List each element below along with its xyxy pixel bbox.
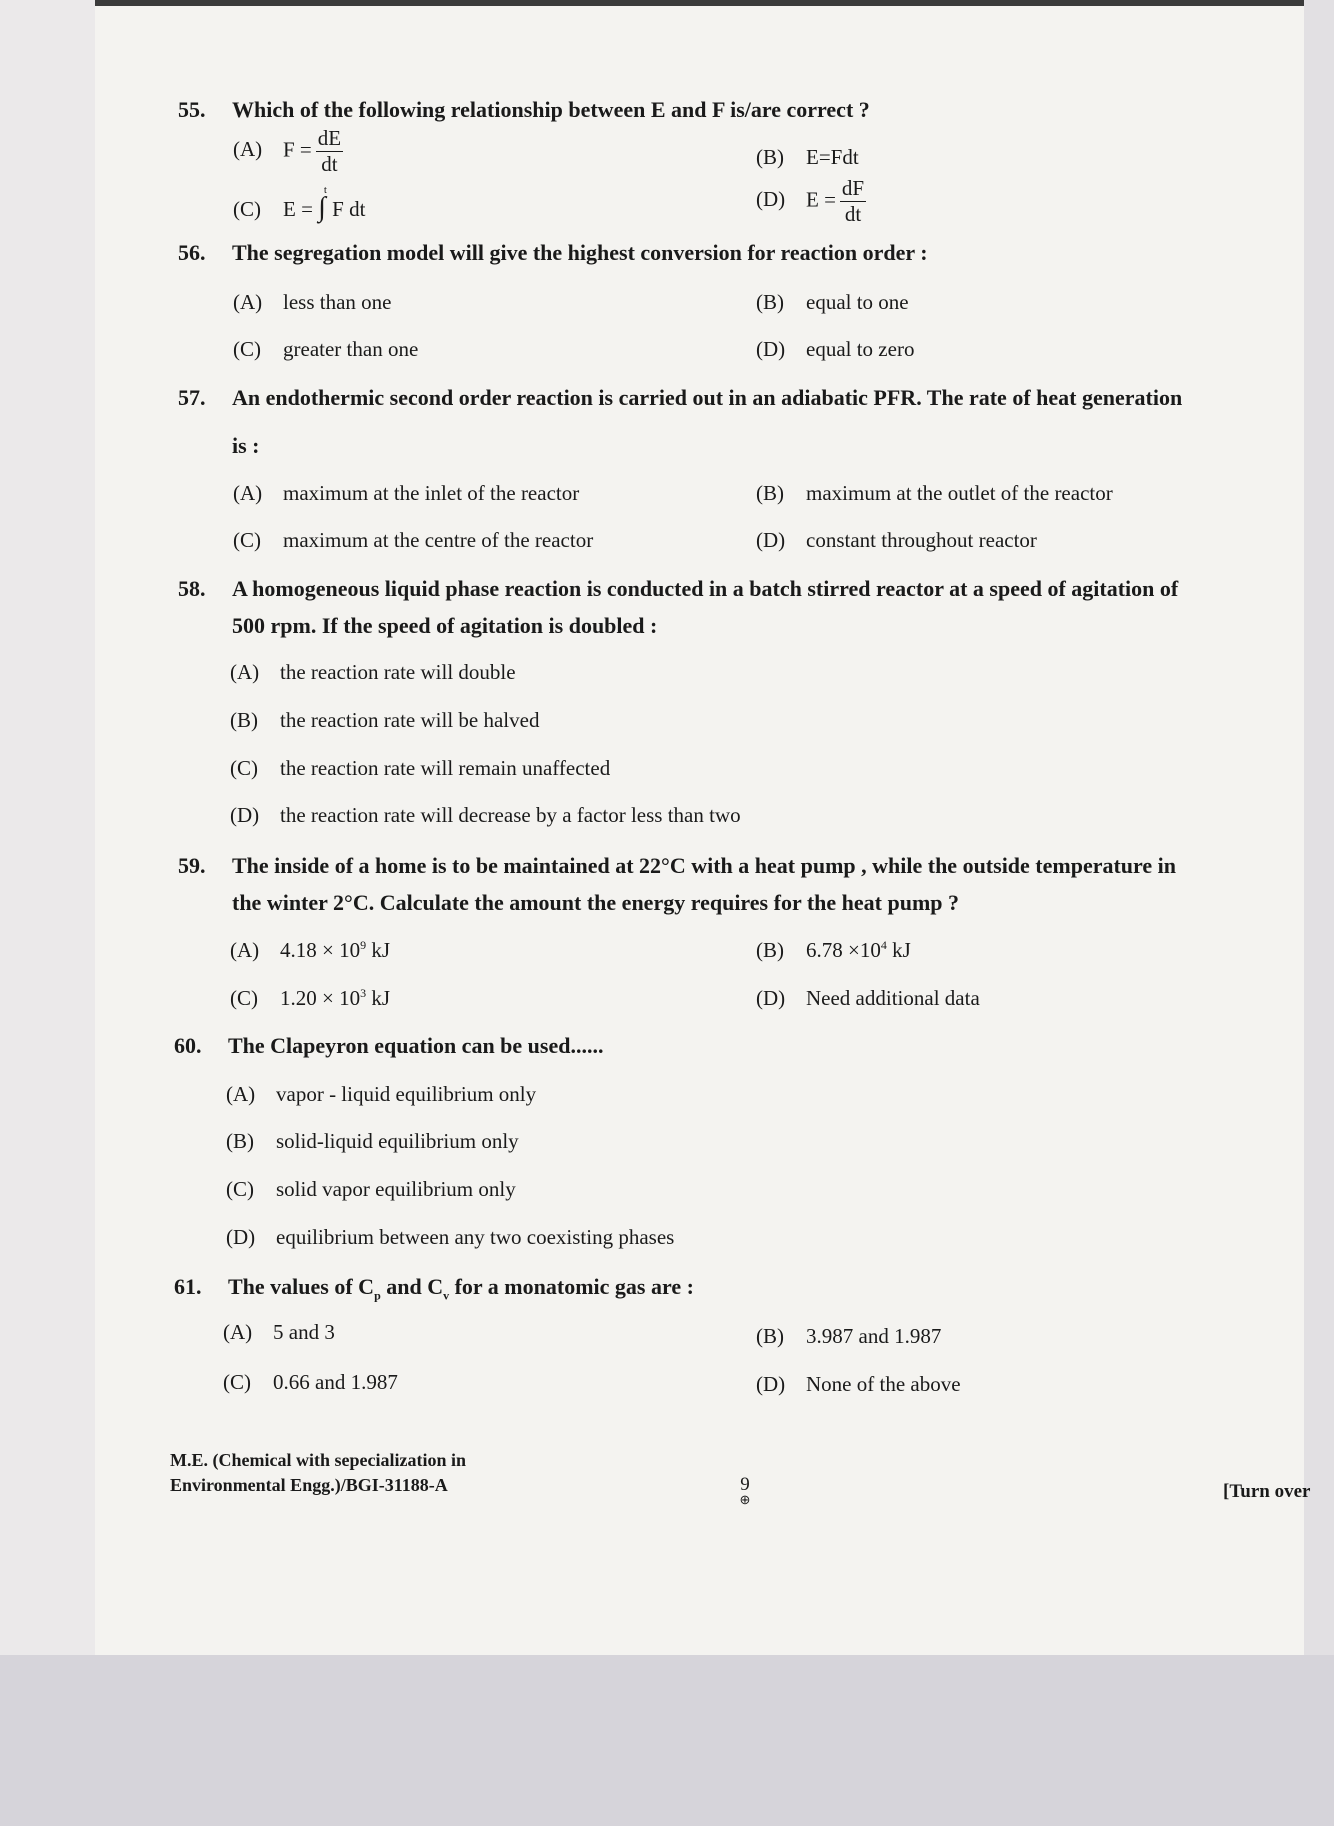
- option-60-a: (A) vapor - liquid equilibrium only: [226, 1082, 537, 1106]
- question-59-continued: the winter 2°C. Calculate the amount the energy requires for the heat pump ?: [232, 890, 959, 915]
- fraction: $\frac{dF}{dt}$: [841, 176, 865, 226]
- option-56-a: (A) less than one: [233, 290, 392, 314]
- option-59-c: (C) $1.20 \times 10^3$ kJ: [230, 986, 391, 1010]
- question-text: Which of the following relationship between E and F is/are correct ?: [232, 97, 870, 122]
- question-56: 56. The segregation model will give the highest conversion for reaction order :: [178, 240, 928, 265]
- turn-over-note: [Turn over: [1223, 1481, 1311, 1502]
- option-59-b: (B) $6.78 \times 10^4$ kJ: [756, 938, 911, 962]
- option-57-d: (D) constant throughout reactor: [756, 528, 1037, 552]
- left-margin-shade: [0, 0, 95, 1826]
- top-edge-shadow: [0, 0, 1334, 6]
- question-58-continued: 500 rpm. If the speed of agitation is doubled :: [232, 613, 658, 638]
- option-56-c: (C) greater than one: [233, 337, 419, 361]
- option-57-b: (B) maximum at the outlet of the reactor: [756, 481, 1113, 505]
- right-margin-shade: [1304, 0, 1334, 1826]
- question-text: The Clapeyron equation can be used......: [228, 1033, 604, 1058]
- option-61-b: (B) 3.987 and 1.987: [756, 1324, 942, 1348]
- bottom-scan-area: [0, 1655, 1334, 1826]
- option-57-a: (A) maximum at the inlet of the reactor: [233, 481, 580, 505]
- option-58-b: (B) the reaction rate will be halved: [230, 708, 540, 732]
- option-61-d: (D) None of the above: [756, 1372, 961, 1396]
- option-58-c: (C) the reaction rate will remain unaffected: [230, 756, 611, 780]
- option-56-b: (B) equal to one: [756, 290, 909, 314]
- question-59: 59. The inside of a home is to be maintained at 22°C with a heat pump , while the outside temperature in: [178, 853, 1177, 878]
- option-59-a: (A) $4.18 \times 10^9$ kJ: [230, 938, 391, 962]
- option-55-c: (C) E = ∫$^t$ F dt: [233, 184, 366, 223]
- question-57-continued: is :: [232, 433, 260, 458]
- option-55-b: (B) E=Fdt: [756, 145, 859, 169]
- question-text: An endothermic second order reaction is carried out in an adiabatic PFR. The rate of heat generation: [232, 385, 1183, 410]
- question-text: The segregation model will give the highest conversion for reaction order :: [232, 240, 928, 265]
- option-58-d: (D) the reaction rate will decrease by a factor less than two: [230, 803, 741, 827]
- option-60-b: (B) solid-liquid equilibrium only: [226, 1129, 519, 1153]
- question-55: 55. Which of the following relationship between E and F is/are correct ?: [178, 97, 870, 122]
- option-60-d: (D) equilibrium between any two coexisting phases: [226, 1225, 675, 1249]
- question-58: 58. A homogeneous liquid phase reaction is conducted in a batch stirred reactor at a speed of agitation of: [178, 576, 1179, 601]
- option-56-d: (D) equal to zero: [756, 337, 915, 361]
- option-57-c: (C) maximum at the centre of the reactor: [233, 528, 594, 552]
- question-60: 60. The Clapeyron equation can be used......: [174, 1033, 604, 1058]
- option-61-a: (A) 5 and 3: [223, 1320, 335, 1344]
- option-58-a: (A) the reaction rate will double: [230, 660, 516, 684]
- option-55-d: (D) E = $\frac{dF}{dt}$: [756, 176, 865, 226]
- option-61-c: (C) 0.66 and 1.987: [223, 1370, 398, 1394]
- option-59-d: (D) Need additional data: [756, 986, 980, 1010]
- registration-mark-icon: ⊕: [739, 1492, 751, 1507]
- option-60-c: (C) solid vapor equilibrium only: [226, 1177, 516, 1201]
- integral-sign: ∫: [318, 192, 326, 223]
- footer-course-code: M.E. (Chemical with sepecialization in Environmental Engg.)/BGI-31188-A: [170, 1450, 466, 1495]
- fraction: $\frac{dE}{dt}$: [317, 126, 342, 176]
- question-57: 57. An endothermic second order reaction is carried out in an adiabatic PFR. The rate of heat generation: [178, 385, 1183, 410]
- option-55-a: (A) F = $\frac{dE}{dt}$: [233, 126, 342, 176]
- question-text: A homogeneous liquid phase reaction is conducted in a batch stirred reactor at a speed of agitation of: [232, 576, 1179, 601]
- page-number: 9 ⊕: [730, 1474, 760, 1508]
- question-61: 61. The values of $C_p$ and $C_v$ for a monatomic gas are :: [174, 1274, 694, 1303]
- question-text: The inside of a home is to be maintained at 22°C with a heat pump , while the outside temperature in: [232, 853, 1177, 878]
